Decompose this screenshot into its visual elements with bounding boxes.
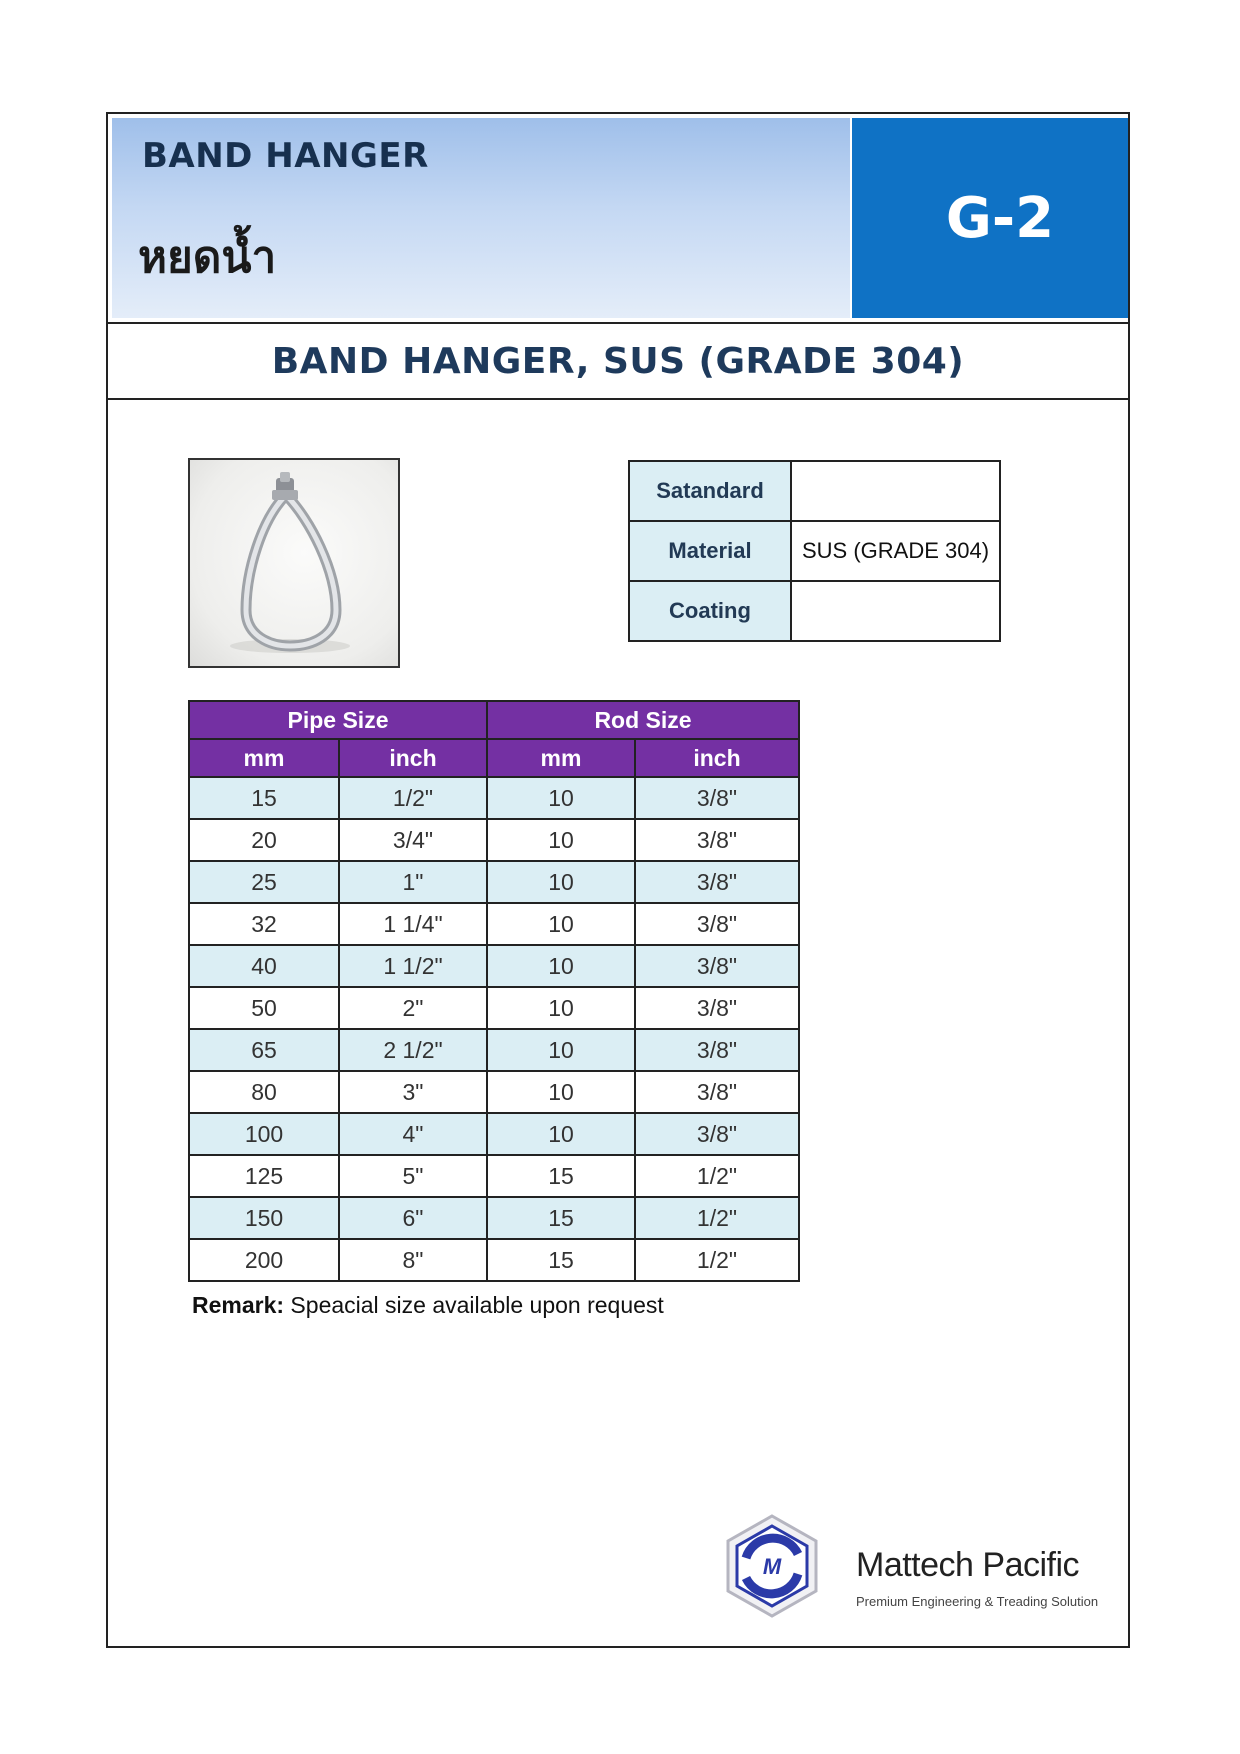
table-cell: 1/2" — [635, 1197, 799, 1239]
remark-text: Speacial size available upon request — [284, 1292, 664, 1318]
product-code-panel — [852, 118, 1128, 318]
table-cell: 10 — [487, 1071, 635, 1113]
product-title-en: BAND HANGER — [142, 136, 429, 176]
table-cell: 8" — [339, 1239, 487, 1281]
company-tagline: Premium Engineering & Treading Solution — [856, 1594, 1099, 1609]
logo-letters: M — [762, 1554, 782, 1579]
table-row — [189, 1113, 799, 1155]
table-cell: 10 — [487, 1029, 635, 1071]
spec-label: Material — [629, 521, 791, 581]
table-cell: 10 — [487, 1113, 635, 1155]
table-cell: 65 — [189, 1029, 339, 1071]
size-table — [188, 700, 800, 1282]
spec-row — [629, 521, 1000, 581]
rod-size-header: Rod Size — [487, 701, 799, 739]
table-row — [189, 1155, 799, 1197]
column-header: inch — [339, 739, 487, 777]
table-cell: 80 — [189, 1071, 339, 1113]
table-cell: 10 — [487, 903, 635, 945]
table-cell: 2 1/2" — [339, 1029, 487, 1071]
size-column-header — [189, 739, 799, 777]
table-row — [189, 1239, 799, 1281]
table-row — [189, 945, 799, 987]
table-row — [189, 1029, 799, 1071]
table-cell: 40 — [189, 945, 339, 987]
company-logo-icon — [724, 1514, 820, 1618]
table-cell: 3/8" — [635, 903, 799, 945]
table-cell: 1 1/4" — [339, 903, 487, 945]
spec-value — [791, 461, 1000, 521]
subtitle-bar — [108, 322, 1128, 400]
table-cell: 4" — [339, 1113, 487, 1155]
table-row — [189, 1197, 799, 1239]
table-cell: 6" — [339, 1197, 487, 1239]
spec-value — [791, 581, 1000, 641]
table-cell: 10 — [487, 945, 635, 987]
spec-table — [628, 460, 1001, 642]
table-cell: 50 — [189, 987, 339, 1029]
header-panel — [112, 118, 850, 318]
table-row — [189, 987, 799, 1029]
table-cell: 1/2" — [635, 1155, 799, 1197]
table-cell: 3/8" — [635, 1071, 799, 1113]
table-cell: 2" — [339, 987, 487, 1029]
table-cell: 3/8" — [635, 1029, 799, 1071]
table-cell: 5" — [339, 1155, 487, 1197]
spec-label: Satandard — [629, 461, 791, 521]
table-cell: 3/8" — [635, 777, 799, 819]
table-cell: 1" — [339, 861, 487, 903]
table-row — [189, 777, 799, 819]
table-cell: 10 — [487, 819, 635, 861]
table-cell: 200 — [189, 1239, 339, 1281]
spec-label: Coating — [629, 581, 791, 641]
table-cell: 10 — [487, 987, 635, 1029]
product-subtitle: BAND HANGER, SUS (GRADE 304) — [271, 340, 965, 382]
company-name: Mattech Pacific — [856, 1546, 1080, 1584]
table-cell: 10 — [487, 861, 635, 903]
table-row — [189, 903, 799, 945]
table-cell: 1/2" — [339, 777, 487, 819]
remark-label: Remark: — [192, 1292, 285, 1318]
table-cell: 1/2" — [635, 1239, 799, 1281]
spec-value: SUS (GRADE 304) — [791, 521, 1000, 581]
table-cell: 3/8" — [635, 1113, 799, 1155]
table-cell: 100 — [189, 1113, 339, 1155]
table-cell: 1 1/2" — [339, 945, 487, 987]
table-cell: 150 — [189, 1197, 339, 1239]
table-cell: 15 — [189, 777, 339, 819]
table-cell: 3/4" — [339, 819, 487, 861]
table-cell: 15 — [487, 1155, 635, 1197]
table-cell: 15 — [487, 1239, 635, 1281]
table-cell: 3" — [339, 1071, 487, 1113]
column-header: mm — [189, 739, 339, 777]
table-cell: 125 — [189, 1155, 339, 1197]
spec-row — [629, 461, 1000, 521]
product-title-th: หยดน้ำ — [138, 232, 277, 283]
column-header: mm — [487, 739, 635, 777]
size-group-header — [189, 701, 799, 739]
table-cell: 20 — [189, 819, 339, 861]
column-header: inch — [635, 739, 799, 777]
band-hanger-image — [190, 460, 398, 666]
table-row — [189, 1071, 799, 1113]
product-code: G-2 — [945, 185, 1055, 251]
table-cell: 3/8" — [635, 861, 799, 903]
pipe-size-header: Pipe Size — [189, 701, 487, 739]
datasheet-frame — [106, 112, 1130, 1648]
table-cell: 3/8" — [635, 819, 799, 861]
size-table-body — [189, 777, 799, 1281]
table-row — [189, 819, 799, 861]
table-cell: 3/8" — [635, 987, 799, 1029]
table-cell: 25 — [189, 861, 339, 903]
product-photo — [188, 458, 400, 668]
table-cell: 15 — [487, 1197, 635, 1239]
table-row — [189, 861, 799, 903]
table-cell: 3/8" — [635, 945, 799, 987]
table-cell: 32 — [189, 903, 339, 945]
table-cell: 10 — [487, 777, 635, 819]
spec-row — [629, 581, 1000, 641]
remark — [192, 1292, 664, 1319]
